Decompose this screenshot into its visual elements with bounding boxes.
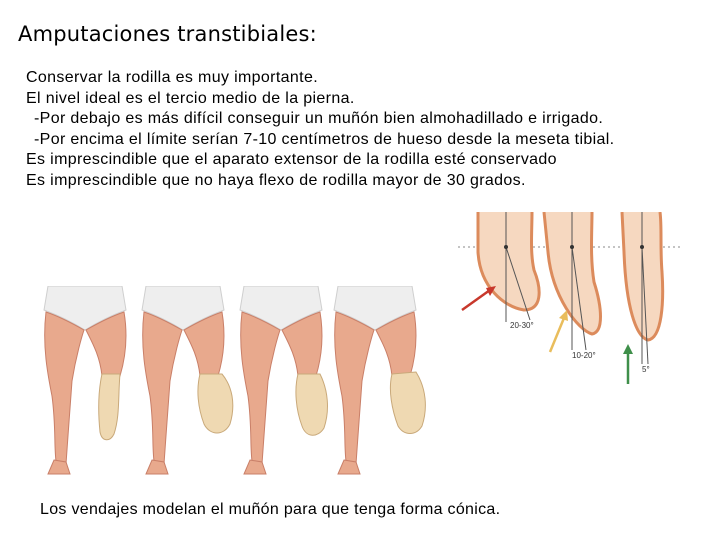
leg-figure-4: [334, 286, 425, 474]
leg-figure-2: [142, 286, 233, 474]
yellow-arrow: [550, 310, 568, 352]
angle-label-2: 10-20°: [572, 351, 596, 360]
body-text: [26, 68, 706, 191]
angle-label-1: 20-30°: [510, 321, 534, 330]
text-line: Es imprescindible que el aparato extensor de la rodilla esté conservado: [26, 151, 557, 168]
green-arrow: [623, 344, 633, 384]
slide-title: Amputaciones transtibiales:: [18, 22, 317, 46]
red-arrow: [462, 286, 496, 310]
stump-angle-diagram: [452, 212, 682, 392]
text-line: El nivel ideal es el tercio medio de la pierna.: [26, 89, 355, 107]
leg-figure-1: [44, 286, 126, 474]
text-line: Es imprescindible que no haya flexo de rodilla mayor de 30 grados.: [26, 171, 526, 189]
bandaged-legs-illustration: [30, 286, 430, 478]
leg-figure-3: [240, 286, 327, 474]
stump-medium: [544, 212, 601, 350]
stump-short: [478, 212, 539, 322]
angle-label-3: 5°: [642, 365, 650, 374]
text-line: Conservar la rodilla es muy importante.: [26, 69, 318, 86]
text-line: -Por encima el límite serían 7-10 centímetros de hueso desde la meseta tibial.: [34, 130, 615, 148]
stump-long: [622, 212, 663, 364]
text-line: -Por debajo es más difícil conseguir un muñón bien almohadillado e irrigado.: [34, 110, 604, 127]
bandage-caption: Los vendajes modelan el muñón para que tenga forma cónica.: [40, 501, 501, 518]
